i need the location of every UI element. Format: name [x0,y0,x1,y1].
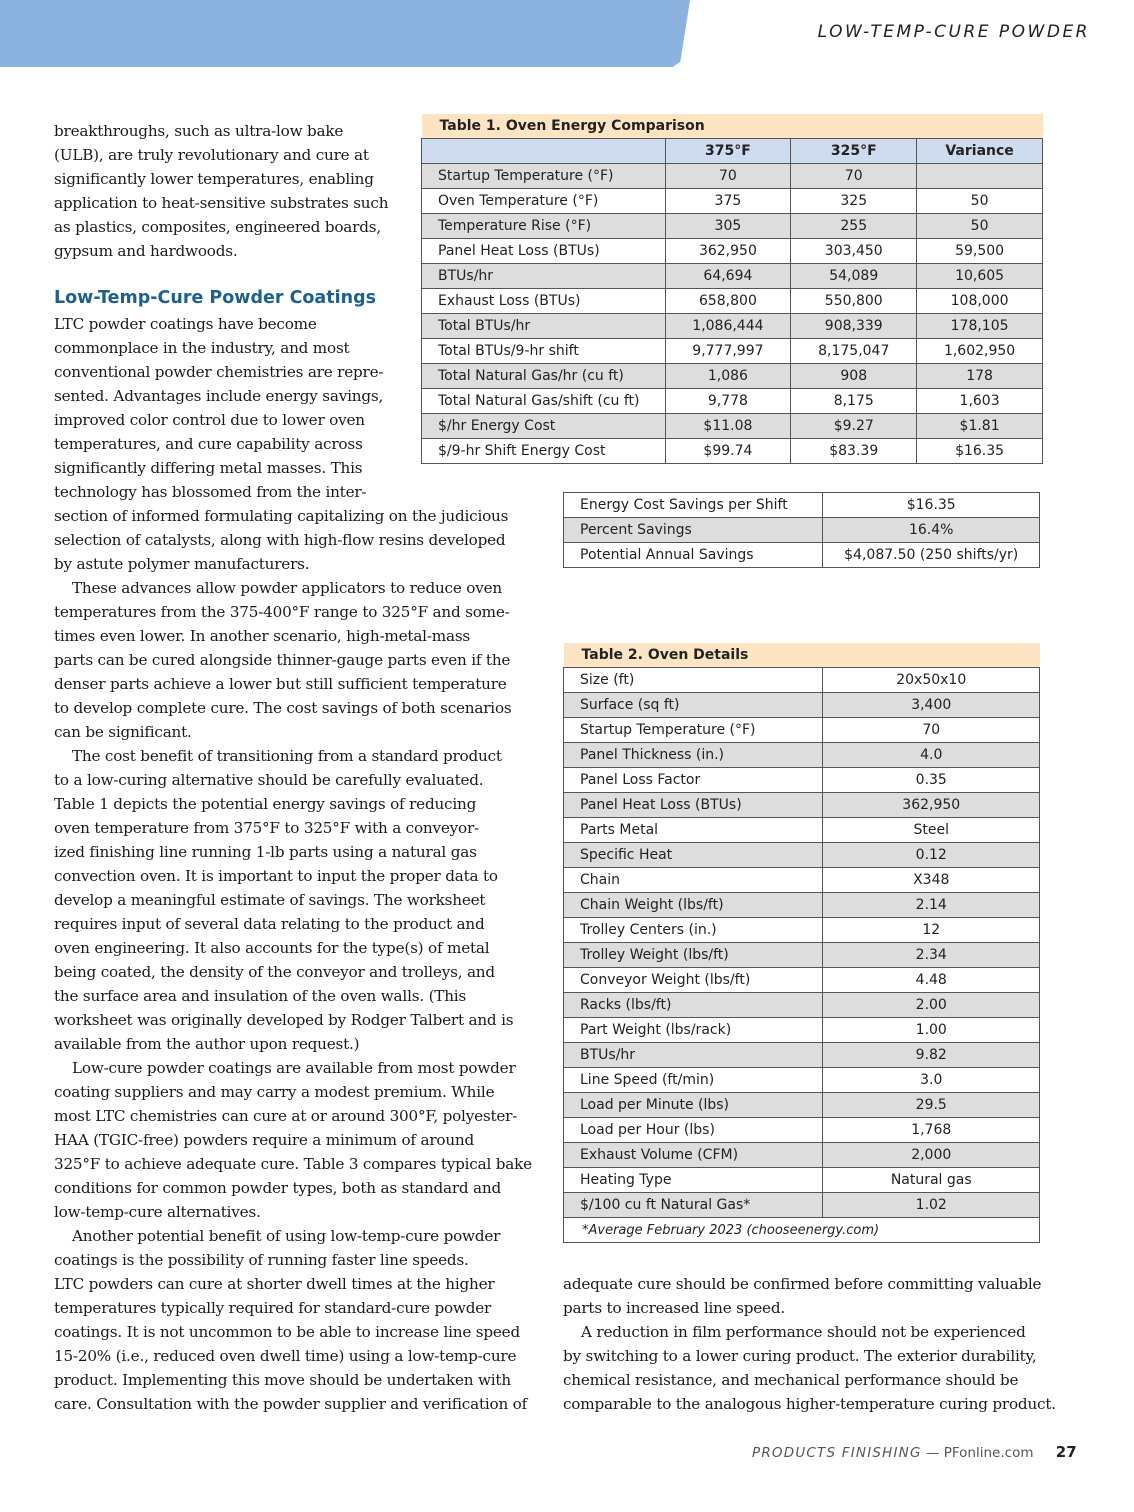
table-cell: $16.35 [917,439,1043,464]
table-cell: 658,800 [665,289,791,314]
table-cell: 2.34 [823,943,1040,968]
text-line: convection oven. It is important to input the proper data to [54,867,498,885]
table-cell: 362,950 [823,793,1040,818]
row-label: Total BTUs/hr [422,314,666,339]
table-row [422,439,1043,464]
row-label: Chain Weight (lbs/ft) [564,893,823,918]
table-cell: 2.00 [823,993,1040,1018]
row-label: Exhaust Volume (CFM) [564,1143,823,1168]
table-cell: 1,768 [823,1118,1040,1143]
table-row [564,843,1040,868]
text-line: develop a meaningful estimate of savings. The worksheet [54,891,486,909]
text-line: denser parts achieve a lower but still sufficient temperature [54,675,507,693]
text-line: A reduction in film performance should not be experienced [581,1323,1026,1341]
table-cell: 64,694 [665,264,791,289]
text-line: Low-cure powder coatings are available from most powder [72,1059,516,1077]
table-row [564,968,1040,993]
text-line: chemical resistance, and mechanical performance should be [563,1371,1019,1389]
text-line: These advances allow powder applicators to reduce oven [72,579,502,597]
text-line: being coated, the density of the conveyor and trolleys, and [54,963,495,981]
table-cell: 2,000 [823,1143,1040,1168]
row-label: $/100 cu ft Natural Gas* [564,1193,823,1218]
text-line: parts to increased line speed. [563,1299,785,1317]
table-cell: 8,175,047 [791,339,917,364]
table-row [422,189,1043,214]
table-cell: 1,086 [665,364,791,389]
text-line: most LTC chemistries can cure at or around 300°F, polyester- [54,1107,518,1125]
table-cell: 4.48 [823,968,1040,993]
table-row [564,868,1040,893]
table-cell: 50 [917,214,1043,239]
row-label: Trolley Centers (in.) [564,918,823,943]
table-cell: 70 [823,718,1040,743]
text-line: coatings is the possibility of running faster line speeds. [54,1251,469,1269]
text-line: significantly lower temperatures, enabling [54,170,374,188]
table-header-row [422,139,1043,164]
table-cell: 16.4% [823,518,1040,543]
footer-site: PFonline.com [943,1445,1034,1461]
row-label: Energy Cost Savings per Shift [564,493,823,518]
text-line: Table 1 depicts the potential energy savings of reducing [54,795,477,813]
text-line: by switching to a lower curing product. The exterior durability, [563,1347,1037,1365]
table-cell: 9,778 [665,389,791,414]
table-1-caption: Table 1. Oven Energy Comparison [422,114,1043,139]
table-cell: $83.39 [791,439,917,464]
table-cell: 12 [823,918,1040,943]
text-line: breakthroughs, such as ultra-low bake [54,122,344,140]
row-label: Panel Heat Loss (BTUs) [422,239,666,264]
table-cell: 9.82 [823,1043,1040,1068]
text-line: 15-20% (i.e., reduced oven dwell time) using a low-temp-cure [54,1347,517,1365]
table-cell: $4,087.50 (250 shifts/yr) [823,543,1040,568]
table-row [564,518,1040,543]
text-line: Another potential benefit of using low-temp-cure powder [72,1227,501,1245]
row-label: Line Speed (ft/min) [564,1068,823,1093]
text-line: oven temperature from 375°F to 325°F with a conveyor- [54,819,479,837]
text-line: adequate cure should be confirmed before committing valuable [563,1275,1042,1293]
table-cell: 255 [791,214,917,239]
text-line: parts can be cured alongside thinner-gauge parts even if the [54,651,511,669]
row-label: Startup Temperature (°F) [422,164,666,189]
table-cell [917,164,1043,189]
section-title: LOW-TEMP-CURE POWDER [817,22,1090,42]
table-row [422,339,1043,364]
table-row [564,1068,1040,1093]
table-note-row [564,1218,1040,1243]
text-line: requires input of several data relating to the product and [54,915,485,933]
column-header: 375°F [665,139,791,164]
table-cell: $16.35 [823,493,1040,518]
row-label: Specific Heat [564,843,823,868]
table-row [564,1043,1040,1068]
table-cell: 325 [791,189,917,214]
text-line: significantly differing metal masses. This [54,459,363,477]
column-header: Variance [917,139,1043,164]
text-line: times even lower. In another scenario, high-metal-mass [54,627,471,645]
table-cell: 0.35 [823,768,1040,793]
table-row [422,264,1043,289]
table-caption [422,114,1043,139]
text-line: oven engineering. It also accounts for the type(s) of metal [54,939,490,957]
table-cell: 0.12 [823,843,1040,868]
table-cell: 178 [917,364,1043,389]
body-text [54,504,532,1416]
table-row [564,493,1040,518]
table-row [422,164,1043,189]
table-cell: 108,000 [917,289,1043,314]
table-1 [421,114,1043,464]
text-line: LTC powder coatings have become [54,315,317,333]
table-row [564,1093,1040,1118]
row-label: Load per Minute (lbs) [564,1093,823,1118]
table-row [564,993,1040,1018]
text-line: section of informed formulating capitalizing on the judicious [54,507,509,525]
table-cell: 1.02 [823,1193,1040,1218]
table-cell: 3.0 [823,1068,1040,1093]
right-column-text [563,1272,1056,1416]
table-row [422,314,1043,339]
text-line: coatings. It is not uncommon to be able to increase line speed [54,1323,520,1341]
text-line: sented. Advantages include energy savings, [54,387,384,405]
table-cell: 908,339 [791,314,917,339]
table-cell: 1,602,950 [917,339,1043,364]
table-row [564,1118,1040,1143]
table-row [564,818,1040,843]
table-row [564,1168,1040,1193]
text-line: selection of catalysts, along with high-flow resins developed [54,531,506,549]
table-cell: 908 [791,364,917,389]
paragraph-1 [54,312,383,504]
table-row [422,214,1043,239]
table-cell: 303,450 [791,239,917,264]
column-header-empty [422,139,666,164]
text-line: available from the author upon request.) [54,1035,360,1053]
table-footnote: *Average February 2023 (chooseenergy.com) [564,1218,1040,1243]
row-label: Startup Temperature (°F) [564,718,823,743]
text-line: The cost benefit of transitioning from a standard product [72,747,502,765]
row-label: Racks (lbs/ft) [564,993,823,1018]
row-label: Oven Temperature (°F) [422,189,666,214]
table-cell: $1.81 [917,414,1043,439]
row-label: Exhaust Loss (BTUs) [422,289,666,314]
table-caption [564,643,1040,668]
row-label: Total BTUs/9-hr shift [422,339,666,364]
table-row [564,1143,1040,1168]
table-cell: 9,777,997 [665,339,791,364]
table-cell: 10,605 [917,264,1043,289]
table-cell: 54,089 [791,264,917,289]
row-label: Conveyor Weight (lbs/ft) [564,968,823,993]
table-cell: $11.08 [665,414,791,439]
table-cell: 375 [665,189,791,214]
text-line: improved color control due to lower oven [54,411,365,429]
table-cell: 59,500 [917,239,1043,264]
row-label: BTUs/hr [422,264,666,289]
text-line: gypsum and hardwoods. [54,242,238,260]
text-line: technology has blossomed from the inter- [54,483,367,501]
text-line: LTC powders can cure at shorter dwell times at the higher [54,1275,495,1293]
table-row [422,414,1043,439]
table-cell: 20x50x10 [823,668,1040,693]
text-line: the surface area and insulation of the oven walls. (This [54,987,467,1005]
page-number: 27 [1055,1443,1077,1461]
table-row [564,893,1040,918]
text-line: as plastics, composites, engineered boards, [54,218,381,236]
table-row [564,693,1040,718]
text-line: conventional powder chemistries are repre- [54,363,384,381]
table-row [564,793,1040,818]
row-label: Panel Loss Factor [564,768,823,793]
column-header: 325°F [791,139,917,164]
row-label: Total Natural Gas/shift (cu ft) [422,389,666,414]
table-cell: 1.00 [823,1018,1040,1043]
text-line: temperatures, and cure capability across [54,435,363,453]
table-row [564,768,1040,793]
footer-separator: — [925,1445,940,1461]
text-line: 325°F to achieve adequate cure. Table 3 compares typical bake [54,1155,532,1173]
table-cell: 70 [665,164,791,189]
row-label: BTUs/hr [564,1043,823,1068]
text-line: temperatures from the 375-400°F range to 325°F and some- [54,603,510,621]
row-label: $/9-hr Shift Energy Cost [422,439,666,464]
text-line: coating suppliers and may carry a modest premium. While [54,1083,495,1101]
text-line: application to heat-sensitive substrates such [54,194,389,212]
table-row [422,239,1043,264]
row-label: Trolley Weight (lbs/ft) [564,943,823,968]
text-line: conditions for common powder types, both as standard and [54,1179,502,1197]
table-row [564,668,1040,693]
table-row [422,289,1043,314]
table-cell: 3,400 [823,693,1040,718]
text-line: to a low-curing alternative should be carefully evaluated. [54,771,484,789]
row-label: Chain [564,868,823,893]
text-line: (ULB), are truly revolutionary and cure at [54,146,369,164]
row-label: $/hr Energy Cost [422,414,666,439]
table-cell: 50 [917,189,1043,214]
section-heading: Low-Temp-Cure Powder Coatings [54,288,377,308]
text-line: temperatures typically required for standard-cure powder [54,1299,492,1317]
table-row [564,1193,1040,1218]
row-label: Panel Thickness (in.) [564,743,823,768]
table-row [564,943,1040,968]
text-line: care. Consultation with the powder supplier and verification of [54,1395,528,1413]
table-cell: $99.74 [665,439,791,464]
header-band [0,0,690,67]
table-row [422,389,1043,414]
row-label: Temperature Rise (°F) [422,214,666,239]
savings-table [563,492,1040,568]
text-line: ized finishing line running 1-lb parts using a natural gas [54,843,477,861]
row-label: Heating Type [564,1168,823,1193]
text-line: by astute polymer manufacturers. [54,555,310,573]
text-line: commonplace in the industry, and most [54,339,350,357]
row-label: Percent Savings [564,518,823,543]
table-row [564,918,1040,943]
row-label: Load per Hour (lbs) [564,1118,823,1143]
table-cell: 550,800 [791,289,917,314]
table-cell: Steel [823,818,1040,843]
row-label: Part Weight (lbs/rack) [564,1018,823,1043]
text-line: product. Implementing this move should be undertaken with [54,1371,511,1389]
table-cell: 305 [665,214,791,239]
table-cell: 178,105 [917,314,1043,339]
table-cell: 70 [791,164,917,189]
row-label: Panel Heat Loss (BTUs) [564,793,823,818]
table-cell: 362,950 [665,239,791,264]
table-row [564,1018,1040,1043]
table-cell: 1,086,444 [665,314,791,339]
table-2-caption: Table 2. Oven Details [564,643,1040,668]
text-line: can be significant. [54,723,192,741]
table-cell: X348 [823,868,1040,893]
row-label: Parts Metal [564,818,823,843]
table-row [422,364,1043,389]
table-row [564,543,1040,568]
table-cell: 8,175 [791,389,917,414]
text-line: to develop complete cure. The cost savings of both scenarios [54,699,512,717]
row-label: Total Natural Gas/hr (cu ft) [422,364,666,389]
text-line: worksheet was originally developed by Rodger Talbert and is [54,1011,514,1029]
row-label: Potential Annual Savings [564,543,823,568]
intro-text [54,119,388,263]
table-row [564,718,1040,743]
table-row [564,743,1040,768]
table-2 [563,643,1040,1243]
table-cell: 4.0 [823,743,1040,768]
text-line: low-temp-cure alternatives. [54,1203,261,1221]
page-footer [752,1443,1077,1461]
table-cell: $9.27 [791,414,917,439]
table-cell: 1,603 [917,389,1043,414]
text-line: HAA (TGIC-free) powders require a minimum of around [54,1131,475,1149]
table-cell: 29.5 [823,1093,1040,1118]
table-cell: Natural gas [823,1168,1040,1193]
row-label: Size (ft) [564,668,823,693]
footer-publication: PRODUCTS FINISHING [752,1445,922,1461]
table-cell: 2.14 [823,893,1040,918]
text-line: comparable to the analogous higher-temperature curing product. [563,1395,1056,1413]
row-label: Surface (sq ft) [564,693,823,718]
